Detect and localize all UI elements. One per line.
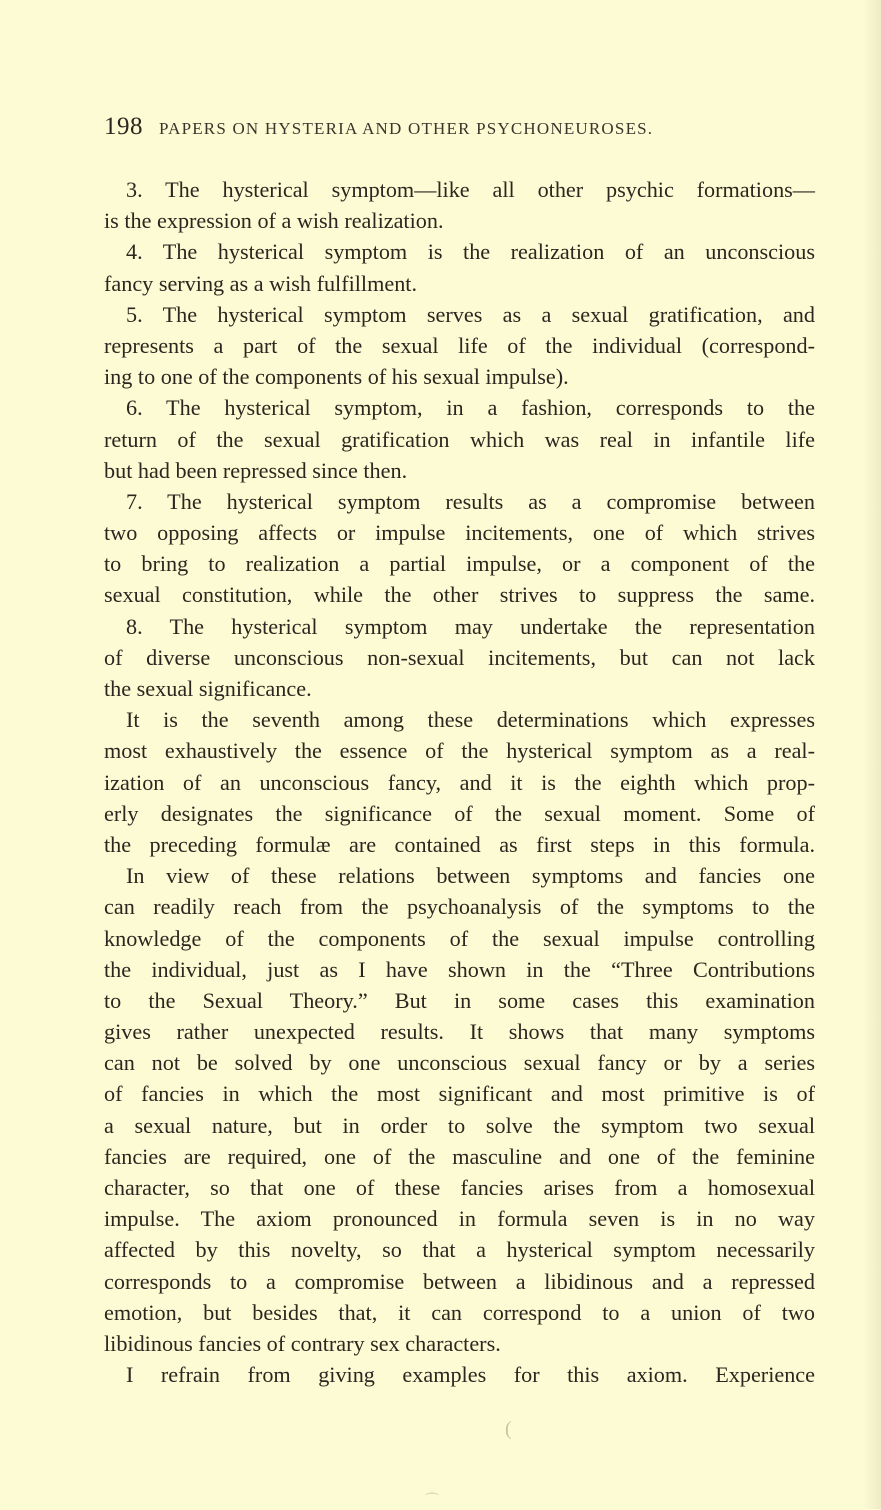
scan-mark: ⌒ <box>425 1494 439 1509</box>
text-line: 6. The hysterical symptom, in a fashion, corresponds to the <box>126 395 815 421</box>
text-line: In view of these relations between symptoms and fancies one <box>126 863 815 889</box>
text-line: a sexual nature, but in order to solve the symptom two sexual <box>104 1112 815 1138</box>
text-line: impulse. The axiom pronounced in formula seven is in no way <box>104 1206 815 1232</box>
text-line: knowledge of the components of the sexual impulse controlling <box>104 925 815 951</box>
text-line: two opposing affects or impulse incitements, one of which strives <box>104 520 815 546</box>
text-line: character, so that one of these fancies arises from a homosexual <box>104 1175 815 1200</box>
text-line: gives rather unexpected results. It shows that many symptoms <box>104 1019 815 1045</box>
text-line: It is the seventh among these determinations which expresses <box>126 707 815 733</box>
text-line: libidinous fancies of contrary sex characters. <box>104 1330 501 1356</box>
text-line: erly designates the significance of the sexual moment. Some of <box>104 800 815 826</box>
text-line: affected by this novelty, so that a hysterical symptom necessarily <box>104 1237 815 1263</box>
text-line: to bring to realization a partial impulse, or a component of the <box>104 551 815 577</box>
list-item-5 <box>82 299 815 393</box>
page-edge-shadow <box>863 0 881 1509</box>
text-line: the preceding formulæ are contained as first steps in this formula. <box>104 831 815 857</box>
text-line: can readily reach from the psychoanalysis of the symptoms to the <box>104 894 815 920</box>
text-line: fancies are required, one of the masculine and one of the feminine <box>104 1143 815 1169</box>
text-line: fancy serving as a wish fulfillment. <box>104 270 418 296</box>
list-item-7 <box>82 486 815 611</box>
text-line: 8. The hysterical symptom may undertake the representation <box>126 613 815 639</box>
text-line: emotion, but besides that, it can correspond to a union of two <box>104 1299 815 1325</box>
list-item-8 <box>82 611 815 705</box>
text-line: the individual, just as I have shown in the “Three Contributions <box>104 956 815 982</box>
text-line: I refrain from giving examples for this axiom. Experience <box>126 1362 815 1388</box>
text-line: 5. The hysterical symptom serves as a sexual gratification, and <box>126 301 815 327</box>
list-item-3 <box>82 174 815 236</box>
text-line: the sexual significance. <box>104 676 312 701</box>
text-line: ing to one of the components of his sexual impulse). <box>104 364 569 390</box>
text-line: 4. The hysterical symptom is the realization of an unconscious <box>126 239 815 265</box>
list-item-6 <box>82 392 815 486</box>
paragraph-relations <box>82 860 815 1359</box>
text-line: is the expression of a wish realization. <box>104 208 444 234</box>
text-line: ization of an unconscious fancy, and it is the eighth which prop- <box>104 769 815 795</box>
scan-mark: ( <box>505 1418 512 1440</box>
text-line: of diverse unconscious non-sexual incitements, but can not lack <box>104 644 815 670</box>
list-item-4 <box>82 236 815 298</box>
text-line: return of the sexual gratification which was real in infantile life <box>104 426 815 452</box>
text-line: can not be solved by one unconscious sexual fancy or by a series <box>104 1050 815 1076</box>
text-line: sexual constitution, while the other strives to suppress the same. <box>104 582 815 608</box>
running-head <box>104 113 824 143</box>
text-line: of fancies in which the most significant and most primitive is of <box>104 1081 815 1107</box>
text-line: represents a part of the sexual life of the individual (correspond- <box>104 332 815 358</box>
text-line: most exhaustively the essence of the hysterical symptom as a real- <box>104 738 815 764</box>
paragraph-refrain <box>82 1359 815 1390</box>
body-text <box>82 174 815 1390</box>
text-line: but had been repressed since then. <box>104 457 408 483</box>
text-line: 3. The hysterical symptom—like all other psychic formations— <box>126 177 815 202</box>
running-head-title: PAPERS ON HYSTERIA AND OTHER PSYCHONEUROSES. <box>159 119 654 138</box>
text-line: corresponds to a compromise between a libidinous and a repressed <box>104 1268 815 1294</box>
text-line: 7. The hysterical symptom results as a compromise between <box>126 488 815 514</box>
paragraph-seventh-determination <box>82 704 815 860</box>
text-line: to the Sexual Theory.” But in some cases this examination <box>104 987 815 1013</box>
page-number: 198 <box>104 113 143 140</box>
